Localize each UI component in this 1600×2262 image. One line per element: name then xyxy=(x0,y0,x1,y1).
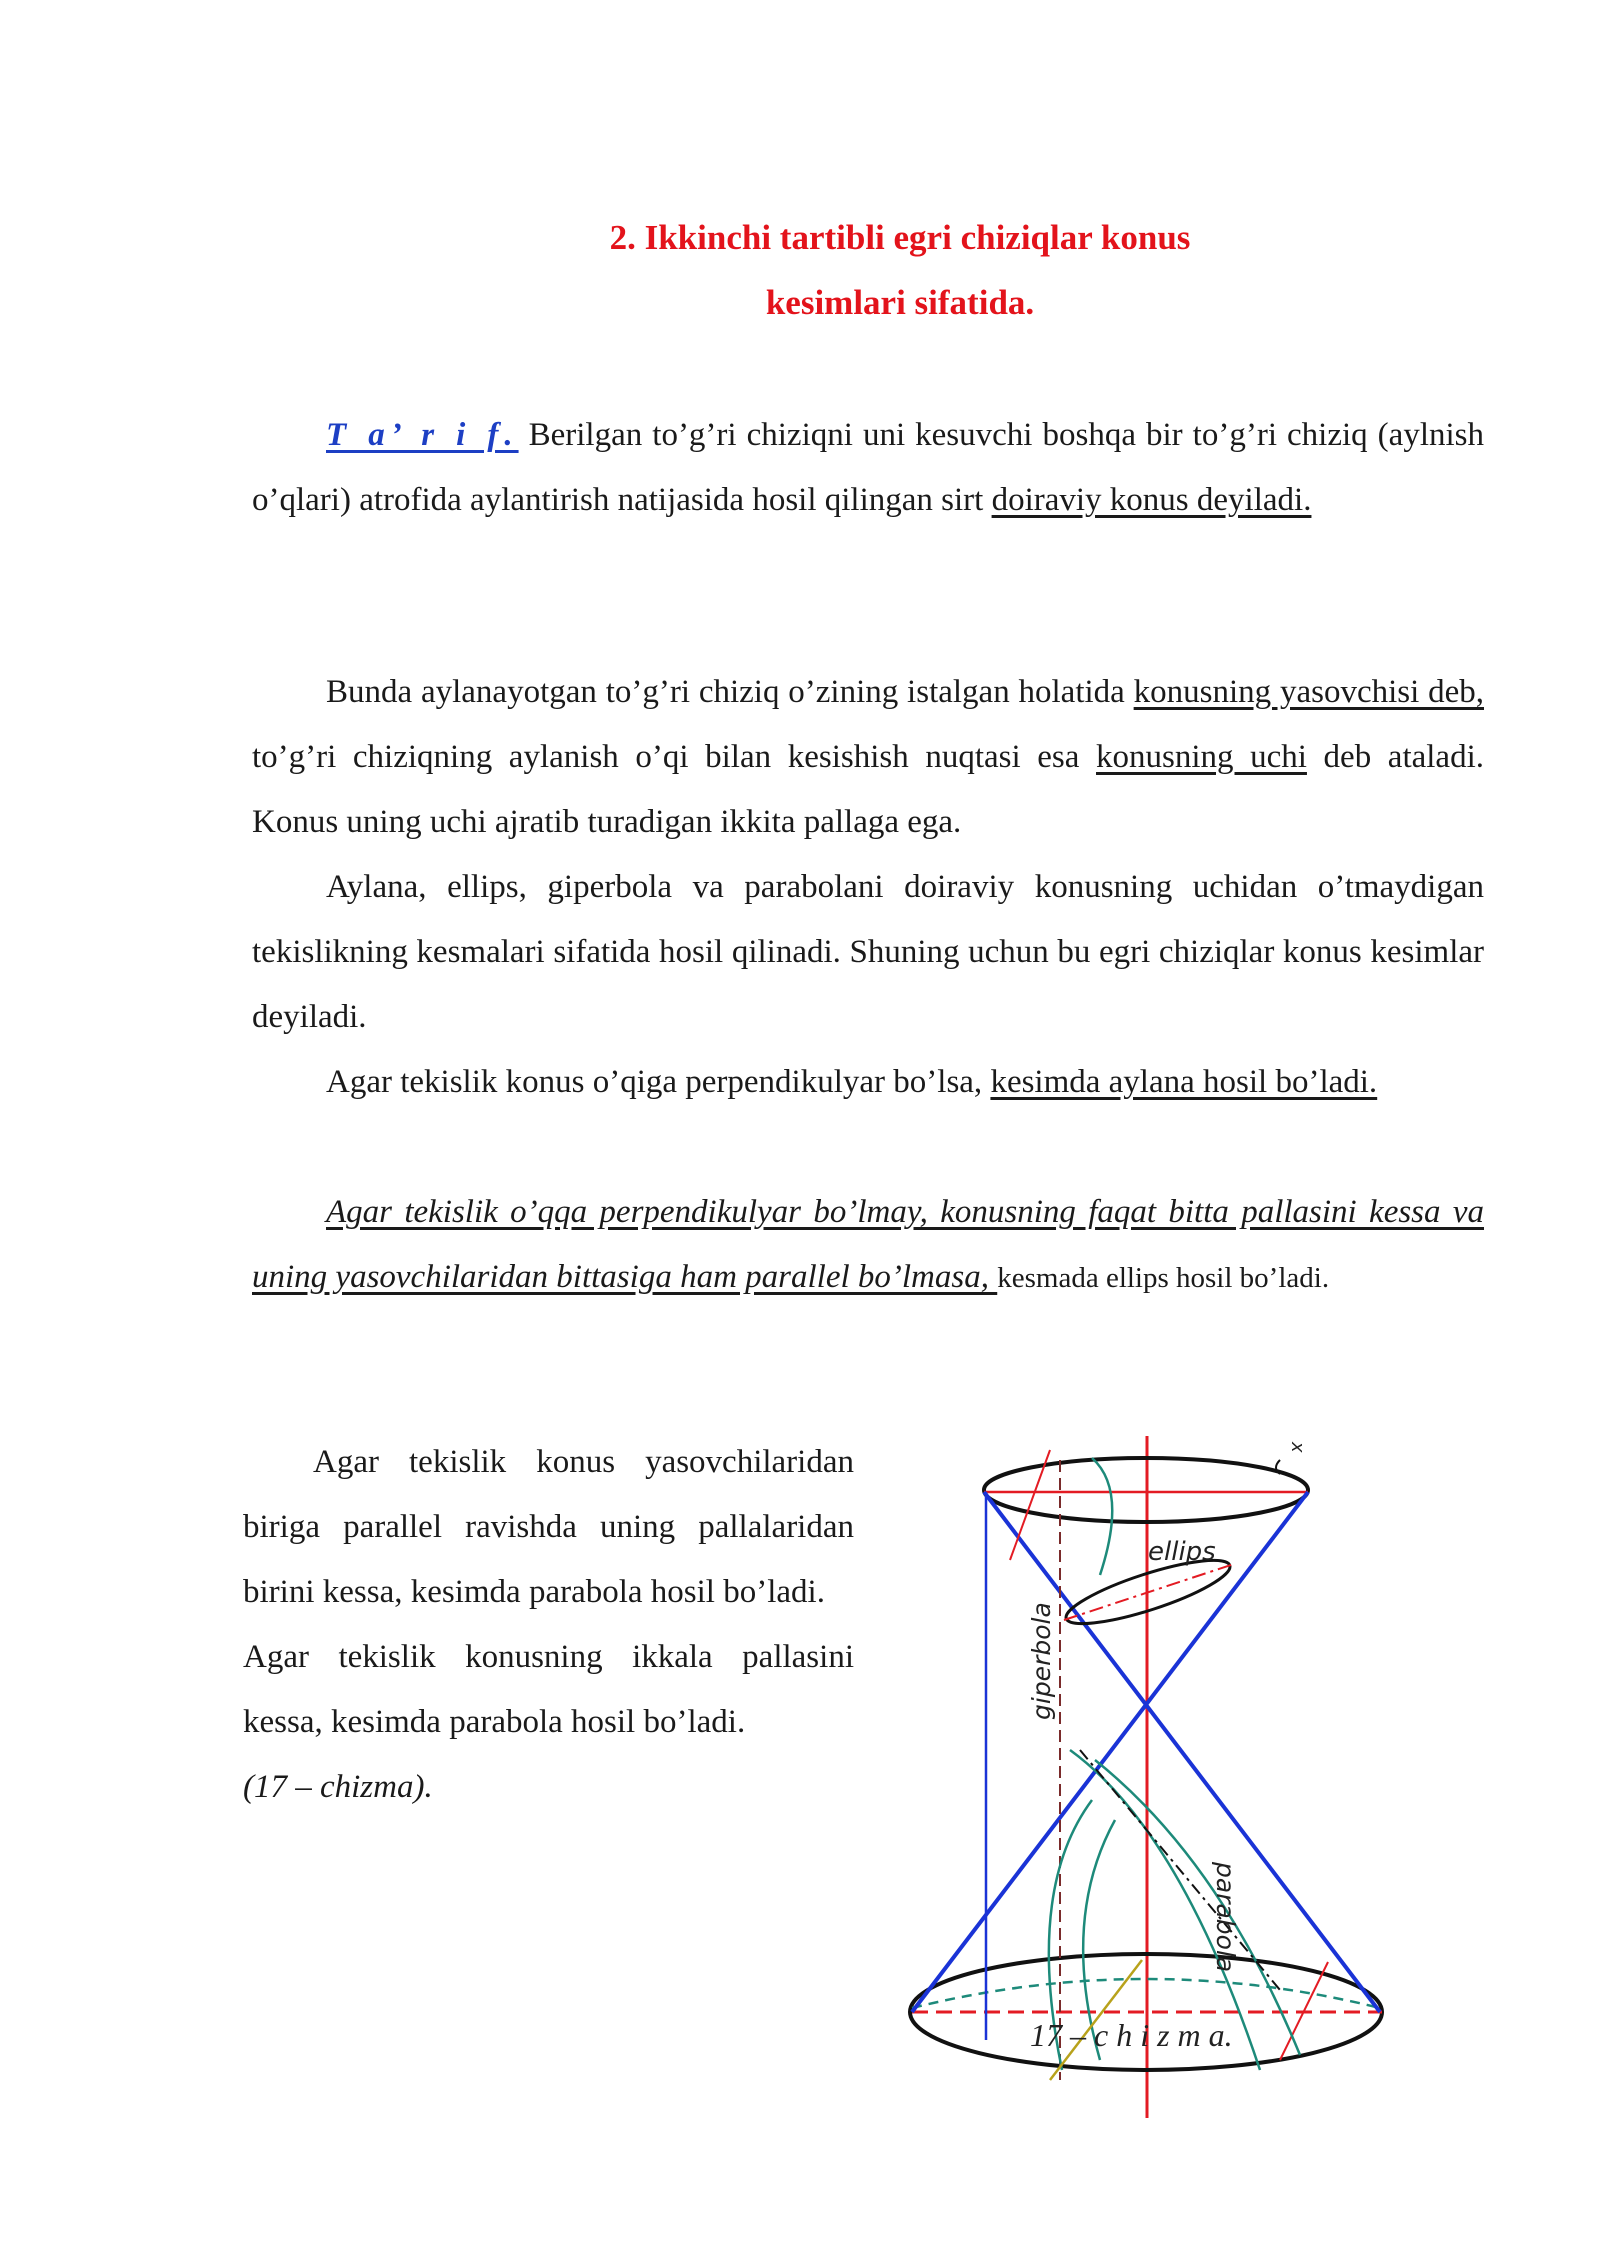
left-p-parabola: Agar tekislik konus yasovchilaridan biriga parallel ravishda uning pallalaridan birini kessa, kesimda parabola hosil bo’ladi. xyxy=(243,1444,854,1610)
paragraph-circle xyxy=(252,1050,1484,1115)
hyperbola-upper-curve xyxy=(1092,1458,1112,1575)
paragraph-ellipse xyxy=(252,1180,1484,1311)
definition-text: Berilgan to’g’ri chiziqni uni kesuvchi boshqa bir to’g’ri chiziq (aylnish o’qlari) atrofida aylantirish natijasida hosil qilingan sirt xyxy=(252,417,1484,518)
definition-term: doiraviy konus deyiladi. xyxy=(991,482,1312,518)
label-x: x xyxy=(1287,1442,1308,1453)
paragraph-conic-sections xyxy=(252,855,1484,1050)
left-column-text xyxy=(243,1430,854,1820)
left-p-figure-ref: (17 – chizma). xyxy=(243,1769,433,1805)
heading-line-1: 2. Ikkinchi tartibli egri chiziqlar konus xyxy=(609,218,1191,257)
definition-paragraph xyxy=(252,403,1484,533)
tarif-label: T a’ r i f. xyxy=(326,417,519,453)
p3-text-a: Agar tekislik konus o’qiga perpendikulyar bo’lsa, xyxy=(326,1064,991,1100)
term-generator: konusning yasovchisi deb, xyxy=(1133,674,1484,710)
label-parabola: parabola xyxy=(1211,1862,1240,1973)
p1-text-a: Bunda aylanayotgan to’g’ri chiziq o’zining istalgan holatida xyxy=(326,674,1134,710)
p4-ellipse-condition: Agar tekislik o’qqa perpendikulyar bo’lmay, konusning faqat bitta pallasini kessa va uning yasovchilaridan bittasiga ham parallel bo’lmasa, xyxy=(252,1194,1484,1295)
p1-text-c: to’g’ri chiziqning aylanish o’qi bilan kesishish nuqtasi esa xyxy=(252,739,1097,775)
paragraph-generator xyxy=(252,660,1484,855)
cone-generator-right xyxy=(984,1492,1380,2012)
figure-caption: 17 – c h i z m a. xyxy=(1030,2017,1233,2053)
p1-text-e: deb ataladi. Konus uning uchi ajratib turadigan ikkita pallaga ega. xyxy=(252,739,1485,840)
p2-text: Aylana, ellips, giperbola va parabolani doiraviy konusning uchidan o’tmaydigan tekislikning kesmalari sifatida hosil qilinadi. Shuning uchun bu egri chiziqlar konus kesimlar deyiladi. xyxy=(252,869,1484,1035)
p4-ellipse-result: kesmada ellips hosil bo’ladi. xyxy=(997,1262,1330,1294)
heading-line-2: kesimlari sifatida. xyxy=(765,283,1035,322)
left-p-both-nappes: Agar tekislik konusning ikkala pallasini kessa, kesimda parabola hosil bo’ladi. xyxy=(243,1639,854,1740)
term-apex: konusning uchi xyxy=(1096,739,1307,775)
p3-circle-result: kesimda aylana hosil bo’ladi. xyxy=(990,1064,1378,1100)
label-ellips: ellips xyxy=(1148,1537,1216,1567)
cone-generator-left xyxy=(912,1492,1308,2012)
label-giperbola: giperbola xyxy=(1027,1602,1056,1720)
double-cone-figure xyxy=(900,1430,1420,2130)
